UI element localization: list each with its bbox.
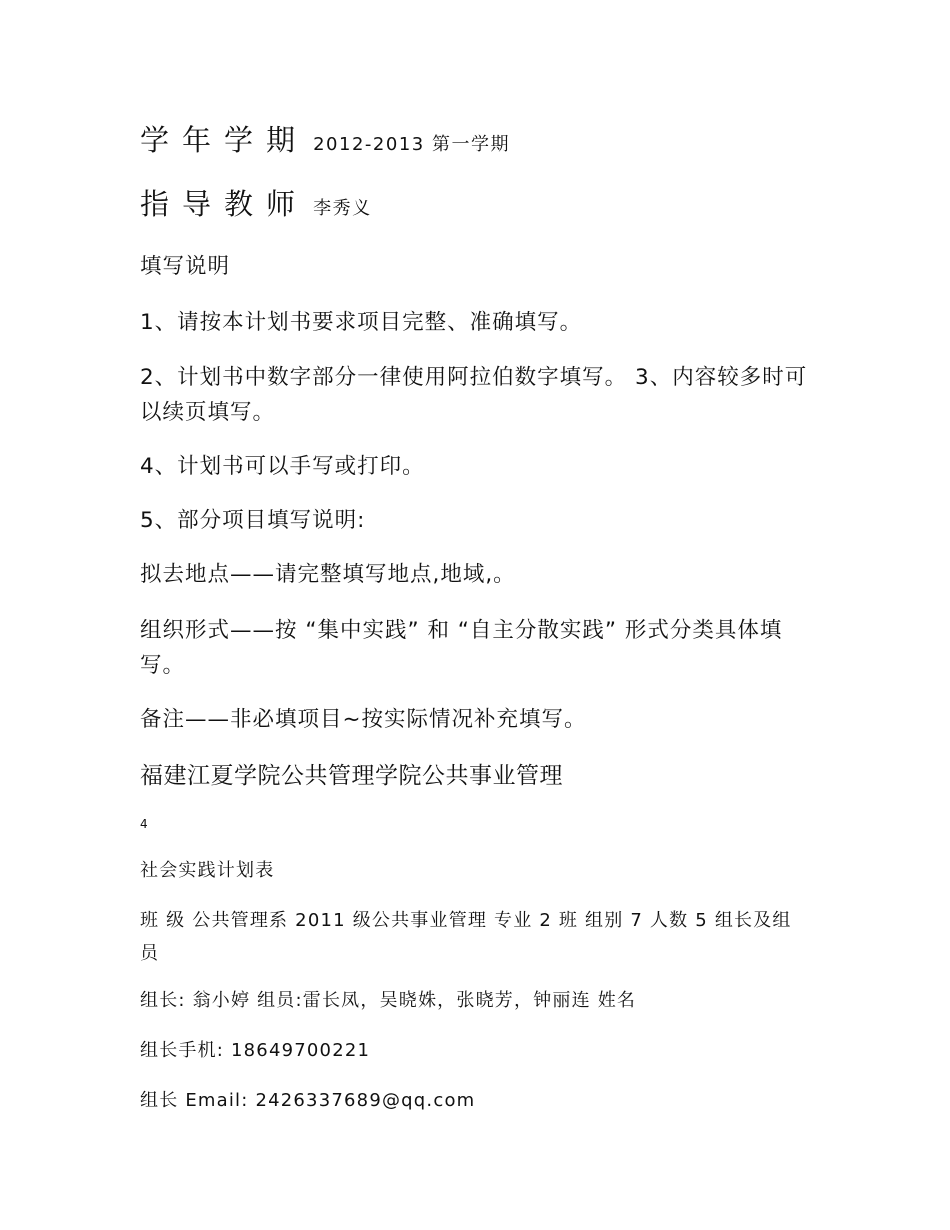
institution-name: 福建江夏学院公共管理学院公共事业管理 [140,763,563,789]
instruction-remarks: 备注——非必填项目~按实际情况补充填写。 [140,707,587,732]
instruction-organization: 组织形式——按 “集中实践” 和 “自主分散实践” 形式分类具体填写。 [140,618,783,678]
instruction-item-5: 5、部分项目填写说明: [140,508,366,533]
teacher-value: 李秀义 [313,198,372,219]
instruction-item-4: 4、计划书可以手写或打印。 [140,454,425,479]
instruction-item-2: 2、计划书中数字部分一律使用阿拉伯数字填写。 3、内容较多时可以续页填写。 [140,365,808,425]
instructions-title: 填写说明 [140,254,231,279]
plan-title: 社会实践计划表 [140,860,275,881]
plan-members-line: 组长: 翁小婷 组员:雷长凤，吴晓姝，张晓芳，钟丽连 姓名 [140,990,637,1011]
plan-email-line: 组长 Email: 2426337689@qq.com [140,1090,476,1111]
instruction-item-1: 1、请按本计划书要求项目完整、准确填写。 [140,310,583,335]
plan-class-line: 班 级 公共管理系 2011 级公共事业管理 专业 2 班 组别 7 人数 5 组长及组员 [140,910,792,964]
term-label: 学年学期 [140,123,309,157]
instruction-location: 拟去地点——请完整填写地点,地域,。 [140,562,516,587]
teacher-row [140,187,372,221]
plan-phone-line: 组长手机: 18649700221 [140,1040,371,1061]
teacher-label: 指导教师 [140,187,309,221]
page-number: 4 [140,817,148,831]
term-value: 2012-2013 第一学期 [313,134,510,155]
term-row [140,123,510,157]
